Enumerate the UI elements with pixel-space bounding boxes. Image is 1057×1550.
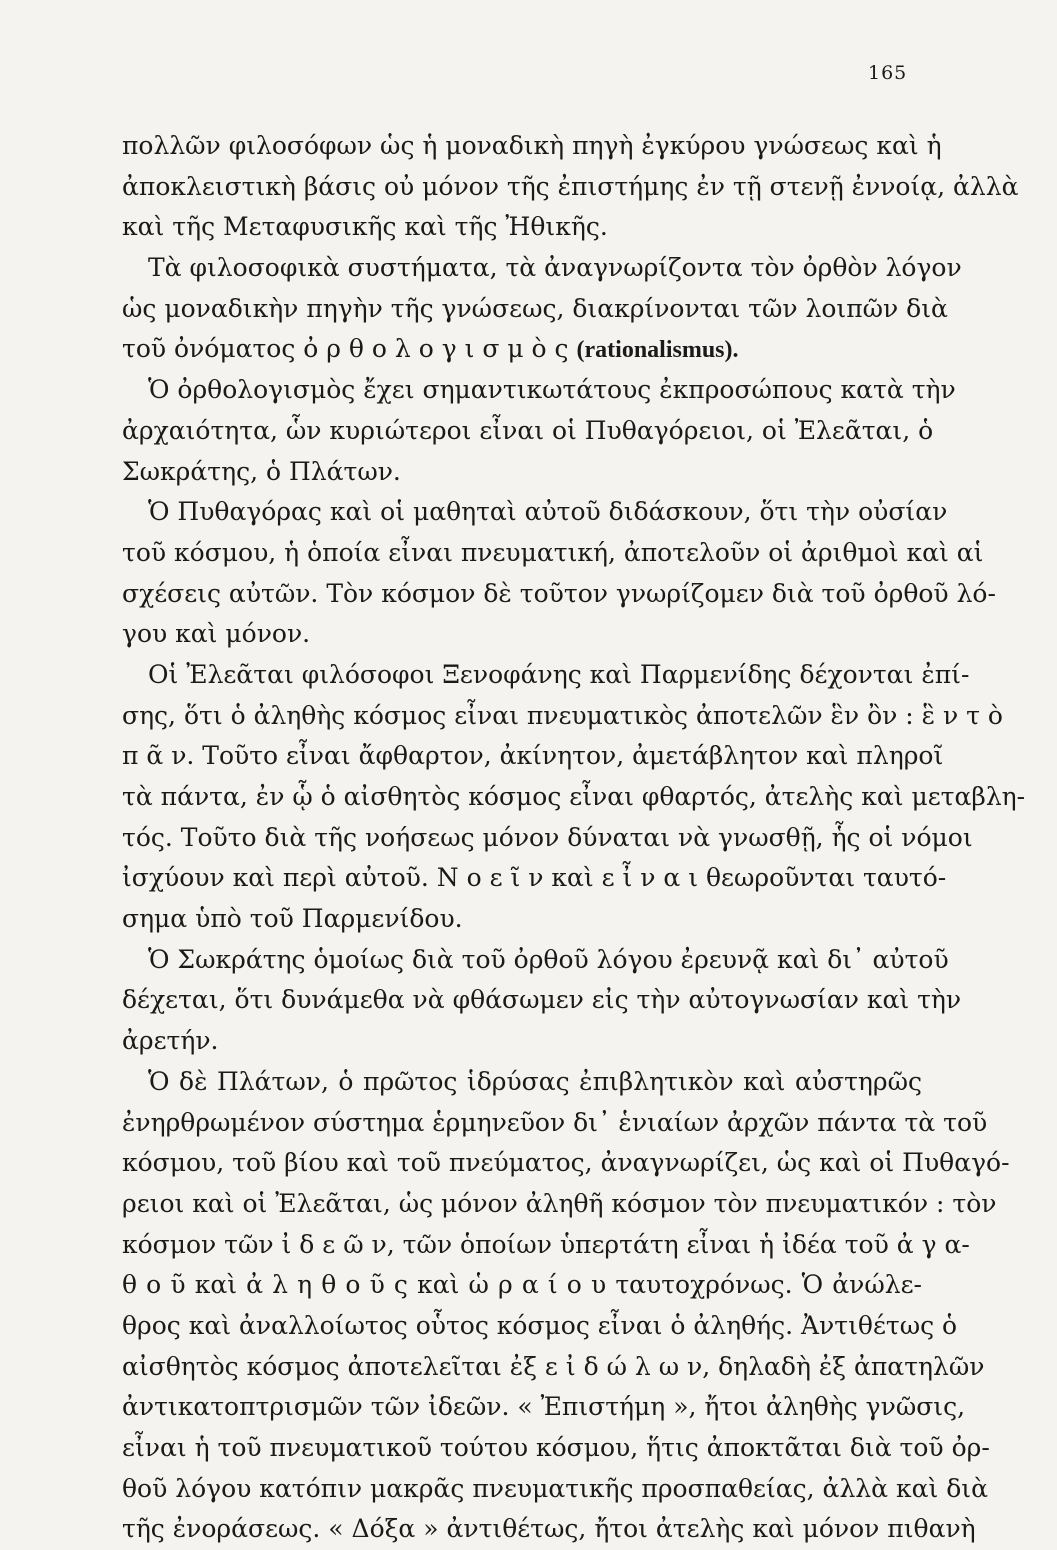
text-line: Τὰ φιλοσοφικὰ συστήματα, τὰ ἀναγνωρίζοντα τὸν ὀρθὸν λόγον [148,253,962,283]
text-line: σχέσεις αὐτῶν. Τὸν κόσμον δὲ τοῦτον γνωρίζομεν διὰ τοῦ ὀρθοῦ λό- [122,578,996,608]
text-line: πολλῶν φιλοσόφων ὡς ἡ μοναδικὴ πηγὴ ἐγκύρου γνώσεως καὶ ἡ [122,131,942,160]
text-line: ρειοι καὶ οἱ Ἐλεᾶται, ὡς μόνον ἀληθῆ κόσμον τὸν πνευματικόν : τὸν [122,1188,997,1218]
text-line: Ὁ ὀρθολογισμὸς ἔχει σημαντικωτάτους ἐκπροσώπους κατὰ τὴν [148,375,956,405]
text-line: τῆς ἐνοράσεως. « Δόξα » ἀντιθέτως, ἤτοι ἀτελὴς καὶ μόνον πιθανὴ [122,1514,976,1544]
text-line: γου καὶ μόνον. [122,619,311,649]
text-line: Οἱ Ἐλεᾶται φιλόσοφοι Ξενοφάνης καὶ Παρμενίδης δέχονται ἐπί- [148,659,970,689]
text-line: Ὁ δὲ Πλάτων, ὁ πρῶτος ἱδρύσας ἐπιβλητικὸν καὶ αὐστηρῶς [148,1066,922,1096]
text-line: τοῦ κόσμου, ἡ ὁποία εἶναι πνευματική, ἀποτελοῦν οἱ ἀριθμοὶ καὶ αἱ [122,537,984,567]
text-line: π ᾶ ν. Τοῦτο εἶναι ἄφθαρτον, ἀκίνητον, ἀμετάβλητον καὶ πληροῖ [122,741,944,771]
text-line: ὡς μοναδικὴν πηγὴν τῆς γνώσεως, διακρίνονται τῶν λοιπῶν διὰ [122,293,948,323]
text-line: δέχεται, ὅτι δυνάμεθα νὰ φθάσωμεν εἰς τὴν αὐτογνωσίαν καὶ τὴν [122,985,962,1015]
text-line: καὶ τῆς Μεταφυσικῆς καὶ τῆς Ἠθικῆς. [122,212,608,242]
text-line: σημα ὑπὸ τοῦ Παρμενίδου. [122,904,463,934]
text-line: εἶναι ἡ τοῦ πνευματικοῦ τούτου κόσμου, ἥτις ἀποκτᾶται διὰ τοῦ ὀρ- [122,1433,990,1462]
text-line: ἐνηρθρωμένον σύστημα ἑρμηνεῦον δι᾽ ἑνιαίων ἀρχῶν πάντα τὰ τοῦ [122,1107,988,1137]
text-line: ἀντικατοπτρισμῶν τῶν ἰδεῶν. « Ἐπιστήμη », ἤτοι ἀληθὴς γνῶσις, [122,1392,966,1422]
page-number: 165 [868,62,908,84]
text-line: ἀποκλειστικὴ βάσις οὐ μόνον τῆς ἐπιστήμης ἐν τῇ στενῇ ἐννοίᾳ, ἀλλὰ [122,171,1019,201]
text-line: Σωκράτης, ὁ Πλάτων. [122,456,401,486]
text-line-start: τοῦ ὀνόματος ὀ ρ θ ο λ ο γ ι σ μ ὸ ς [122,334,569,364]
text-line: τός. Τοῦτο διὰ τῆς νοήσεως μόνον δύναται νὰ γνωσθῇ, ἧς οἱ νόμοι [122,822,973,852]
body-text [122,126,1026,1550]
text-line: ἀρχαιότητα, ὧν κυριώτεροι εἶναι οἱ Πυθαγόρειοι, οἱ Ἐλεᾶται, ὁ [122,415,934,445]
text-line [122,329,922,370]
latin-term: (rationalismus). [576,337,739,364]
text-line: θ ο ῦ καὶ ἀ λ η θ ο ῦ ς καὶ ὡ ρ α ί ο υ ταυτοχρόνως. Ὁ ἀνώλε- [122,1270,922,1300]
text-line: Ὁ Πυθαγόρας καὶ οἱ μαθηταὶ αὐτοῦ διδάσκουν, ὅτι τὴν οὐσίαν [148,497,948,527]
text-line: θοῦ λόγου κατόπιν μακρᾶς πνευματικῆς προσπαθείας, ἀλλὰ καὶ διὰ [122,1473,988,1503]
text-line: σης, ὅτι ὁ ἀληθὴς κόσμος εἶναι πνευματικὸς ἀποτελῶν ἓν ὂν : ἓ ν τ ὸ [122,700,1003,730]
text-line: Ὁ Σωκράτης ὁμοίως διὰ τοῦ ὀρθοῦ λόγου ἐρευνᾷ καὶ δι᾽ αὐτοῦ [148,944,949,974]
text-line: θρος καὶ ἀναλλοίωτος οὗτος κόσμος εἶναι ὁ ἀληθής. Ἀντιθέτως ὁ [122,1310,958,1340]
text-line: τὰ πάντα, ἐν ᾧ ὁ αἰσθητὸς κόσμος εἶναι φθαρτός, ἀτελὴς καὶ μεταβλη- [122,782,1026,811]
text-line: κόσμον τῶν ἰ δ ε ῶ ν, τῶν ὁποίων ὑπερτάτη εἶναι ἡ ἰδέα τοῦ ἀ γ α- [122,1229,970,1259]
text-line: αἰσθητὸς κόσμος ἀποτελεῖται ἐξ ε ἰ δ ώ λ ω ν, δηλαδὴ ἐξ ἀπατηλῶν [122,1351,985,1381]
text-line: ἀρετήν. [122,1026,219,1056]
text-line: κόσμου, τοῦ βίου καὶ τοῦ πνεύματος, ἀναγνωρίζει, ὡς καὶ οἱ Πυθαγό- [122,1148,1010,1178]
text-line: ἰσχύουν καὶ περὶ αὐτοῦ. Ν ο ε ῖ ν καὶ ε ἶ ν α ι θεωροῦνται ταυτό- [122,863,947,893]
